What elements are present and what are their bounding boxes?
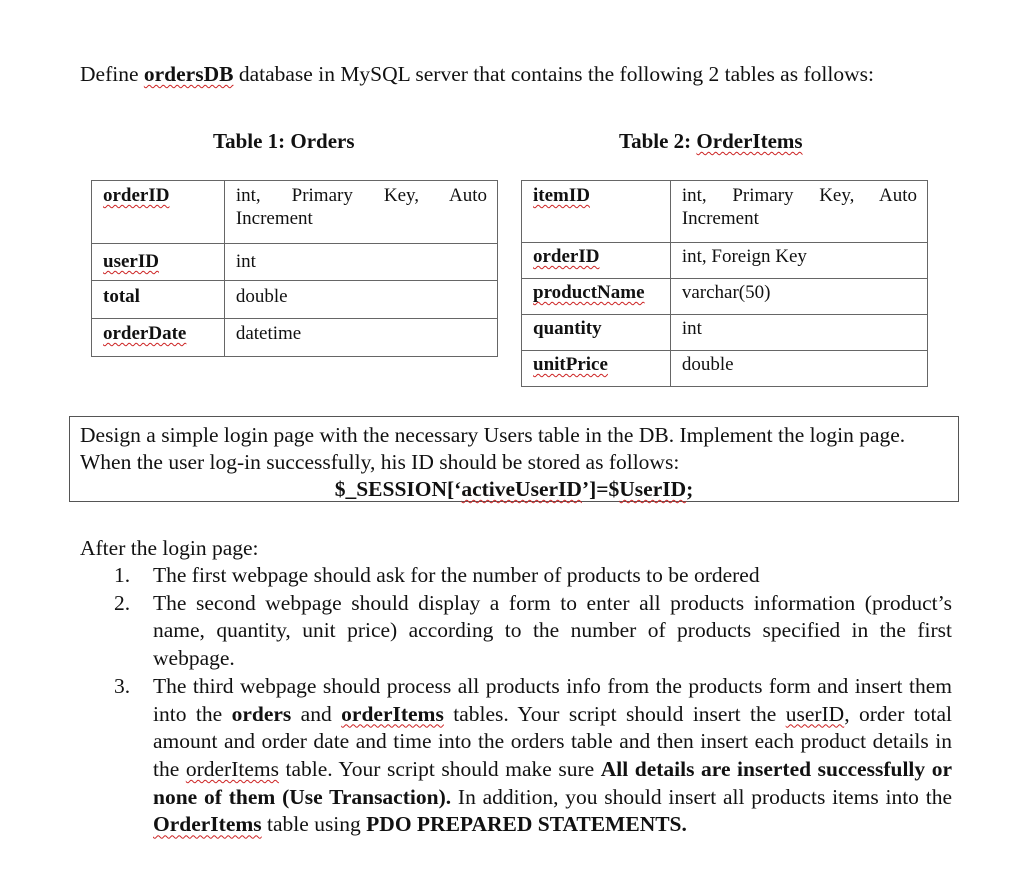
field-name: orderID bbox=[522, 243, 671, 279]
intro-text-1: Define bbox=[80, 62, 144, 86]
field-type: varchar(50) bbox=[670, 279, 927, 315]
field-name: unitPrice bbox=[522, 351, 671, 387]
table2-caption-prefix: Table 2: bbox=[619, 129, 697, 153]
table-row bbox=[522, 315, 928, 351]
list-item bbox=[80, 673, 952, 839]
login-task-text: Design a simple login page with the necessary Users table in the DB. Implement the login page. When the user log-in successfully, his ID should be stored as follows: bbox=[80, 423, 906, 474]
field-name: userID bbox=[92, 244, 225, 281]
field-type: int bbox=[670, 315, 927, 351]
field-name: orderID bbox=[92, 181, 225, 244]
list-text: The first webpage should ask for the number of products to be ordered bbox=[153, 563, 760, 587]
orderitems-table bbox=[521, 180, 928, 387]
table-row bbox=[522, 243, 928, 279]
table-row bbox=[522, 279, 928, 315]
field-name: quantity bbox=[522, 315, 671, 351]
table-row bbox=[92, 319, 498, 357]
field-type: datetime bbox=[224, 319, 497, 357]
list-text: The second webpage should display a form to enter all products information (product’s name, quantity, unit price) according to the number of products specified in the first webpage. bbox=[153, 590, 952, 671]
field-name: orderDate bbox=[92, 319, 225, 357]
field-name: itemID bbox=[522, 181, 671, 243]
field-name: productName bbox=[522, 279, 671, 315]
database-name: ordersDB bbox=[143, 62, 234, 86]
table-row bbox=[522, 351, 928, 387]
after-login-heading: After the login page: bbox=[80, 536, 259, 560]
field-type: int, Primary Key, Auto Increment bbox=[224, 181, 497, 244]
table-row bbox=[522, 181, 928, 243]
field-name: total bbox=[92, 281, 225, 319]
session-code: $_SESSION[‘activeUserID’]=$UserID; bbox=[334, 477, 694, 501]
table-row bbox=[92, 244, 498, 281]
field-type: int, Primary Key, Auto Increment bbox=[670, 181, 927, 243]
steps-list bbox=[80, 562, 952, 839]
table-row bbox=[92, 281, 498, 319]
table2-caption bbox=[619, 129, 803, 154]
field-type: int, Foreign Key bbox=[670, 243, 927, 279]
list-number: 1. bbox=[114, 563, 131, 587]
table1-caption: Table 1: Orders bbox=[213, 129, 355, 153]
table2-caption-name: OrderItems bbox=[696, 129, 803, 153]
list-number: 3. bbox=[114, 673, 131, 698]
intro-paragraph bbox=[80, 60, 952, 89]
list-number: 2. bbox=[114, 590, 131, 615]
field-type: double bbox=[670, 351, 927, 387]
table-row bbox=[92, 181, 498, 244]
list-item bbox=[80, 590, 952, 673]
list-item bbox=[80, 562, 952, 590]
intro-text-2: database in MySQL server that contains the following 2 tables as follows: bbox=[233, 62, 874, 86]
field-type: double bbox=[224, 281, 497, 319]
field-type: int bbox=[224, 244, 497, 281]
login-task-box bbox=[69, 416, 959, 502]
list-text: The third webpage should process all products info from the products form and insert them into the orders and orderItems tables. Your script should insert the userID, order total amount and order date and time into the orders table and then insert each product details in the orderItems table. Your script should make sure All details are inserted successfully or none of them (Use Transaction). In addition, you should insert all products items into the OrderItems table using PDO PREPARED STATEMENTS. bbox=[153, 673, 953, 837]
orders-table bbox=[91, 180, 498, 357]
